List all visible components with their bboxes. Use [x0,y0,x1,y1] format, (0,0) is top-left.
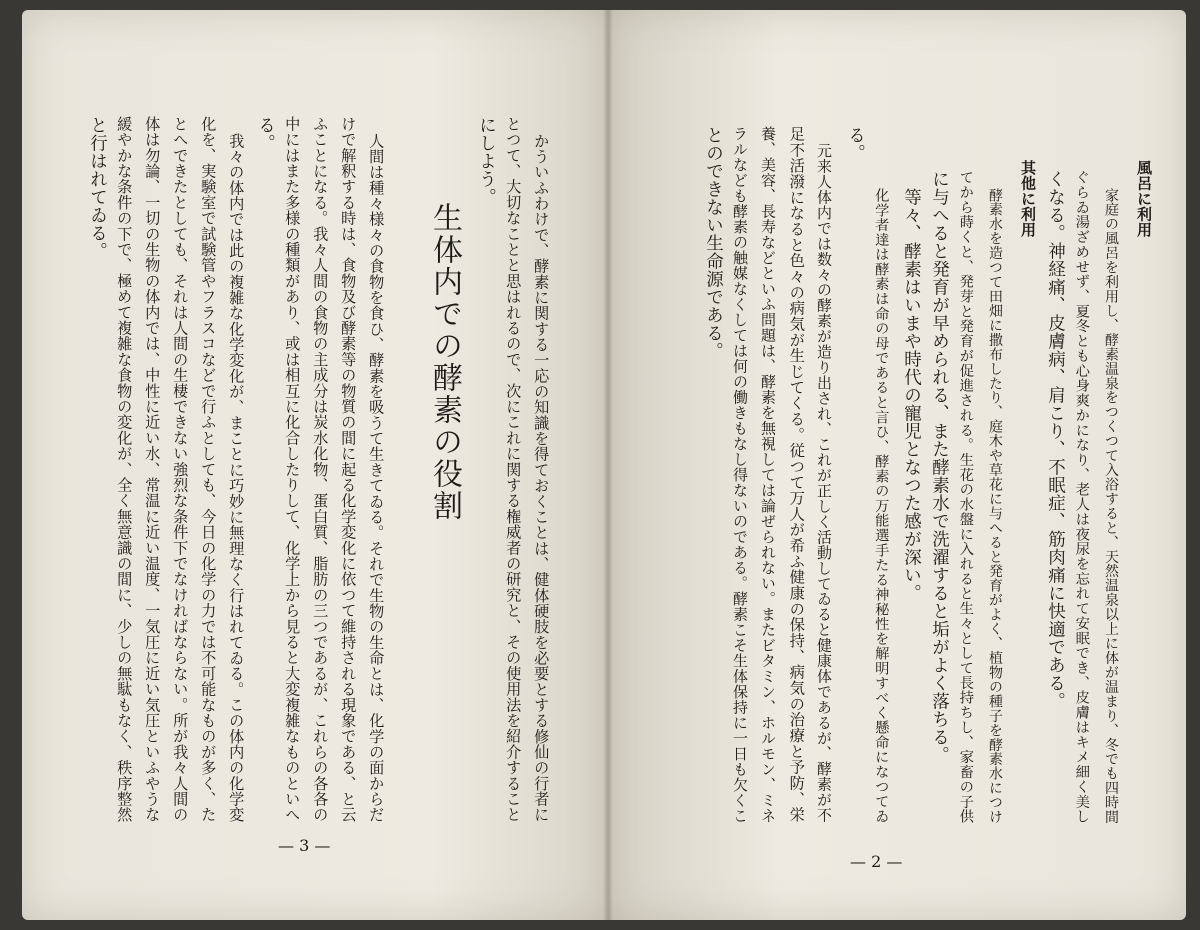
text-column: ラルなども酵素の触媒なくしては何の働きもなし得ないのである。酵素こそ生体保持に一日も欠くこ [731,126,749,824]
text-column: 我々の体内では此の複雑な化学変化が、まことに巧妙に無理なく行はれてゐる。この体内の化学変 [227,133,246,823]
heading-other-uses: 其他に利用 [1019,160,1037,238]
text-column: 中にはまた多様の種類があり、或は相互に化合したりして、化学上から見ると大変複雑なものといへ [283,116,302,823]
text-column: る。 [255,116,276,152]
text-column: 酵素水を造つて田畑に撒布したり、庭木や草花に与へると発育がよく、植物の種子を酵素水につけ [985,188,1002,825]
text-column: に与へると発育が早められる、また酵素水で洗濯すると垢がよく落ちる。 [929,170,950,764]
text-column: けで解釈する時は、食物及び酵素等の物質の間に起る化学変化に依つて維持される現象である、と云 [339,116,358,823]
right-page [608,10,1186,920]
text-column: とのできない生命源である。 [703,126,724,360]
book-gutter [603,10,613,920]
section-title: 生体内での酵素の役割 [427,202,462,522]
text-column: 養、美容、長寿などといふ問題は、酵素を無視しては論ぜられない。またビタミン、ホルモン、ミネ [759,126,777,824]
page-number-3: — 3 — [278,836,331,855]
text-column: くなる。神経痛、皮膚病、肩こり、不眠症、筋肉痛に快適である。 [1045,170,1066,710]
text-column: かういふわけで、酵素に関する一応の知識を得ておくことは、健体硬肢を必要とする修仙の行者に [532,133,551,823]
text-column: 体は勿論、一切の生物の体内では、中性に近い水、常温に近い温度、一気圧に近い気圧といふやうな [143,116,162,823]
text-column: る。 [845,126,866,162]
text-column: 足不活潑になると色々の病気が生じてくる。従つて万人が希ふ健康の保持、病気の治療と予防、栄 [787,126,806,823]
text-column: ふことになる。我々人間の食物の主成分は炭水化物、蛋白質、脂肪の三つであるが、これらの各各の [311,116,330,823]
text-column: 化を、実験室で試験管やフラスコなどで行ふとしても、今日の化学の力では不可能なものが多く、た [199,116,218,823]
heading-bath: 風呂に利用 [1135,160,1153,238]
text-column: と行はれてゐる。 [87,116,108,260]
text-column: 人間は種々様々の食物を食ひ、酵素を吸うて生きてゐる。それで生物の生命とは、化学の面からだ [367,133,386,823]
text-column: ぐらゐ湯ざめせず、夏冬とも心身爽かになり、老人は夜尿を忘れて安眠でき、皮膚はキメ細く美し [1073,170,1090,824]
text-column: 家庭の風呂を利用し、酵素温泉をつくつて入浴すると、天然温泉以上に体が温まり、冬でも四時間 [1101,188,1118,825]
text-column: とつて、大切なことと思はれるので、次にこれに関する権威者の研究と、その使用法を紹介すること [504,116,523,823]
page-number-2: — 2 — [850,852,903,871]
text-column: 緩やかな条件の下で、極めて複雑な食物の変化が、全く無意識の間に、少しの無駄もなく、秩序整然 [115,116,134,823]
text-column: とへできたとしても、それは人間の生棲できない強烈な条件下でなければならない。所が我々人間の [171,116,190,823]
text-column: 化学者達は酵素は命の母であると言ひ、酵素の万能選手たる神秘性を解明すべく懸命になつてゐ [873,188,890,824]
text-column: てから蒔くと、発芽と発育が促進される。生花の水盤に入れると生々として長持ちし、家畜の子供 [957,170,974,824]
text-column: にしよう。 [476,116,497,206]
text-column: 元来人体内では数々の酵素が造り出され、これが正しく活動してゐると健康体であるが、酵素が不 [814,143,833,823]
text-column: 等々、酵素はいまや時代の寵児となつた感が深い。 [901,188,922,602]
